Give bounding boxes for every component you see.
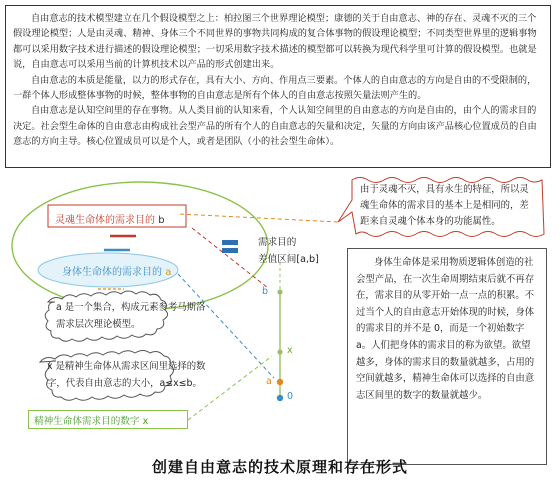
intro-paragraph-2: 自由意志的本质是能量，以力的形式存在，具有大小、方向、作用点三要素。个体人的自由意志的方向是自由的不受限制的，一群个体人形成整体事物的时候，整体事物的自由意志是所有个体人的自由意志按照矢量法则产生的。 [13,74,537,102]
soul-note: 由于灵魂不灭，具有永生的特征，所以灵魂生命体的需求目的基本上是相同的，差距来自灵魂个体本身的功能属性。 [360,184,529,227]
body-demand-label [62,263,171,278]
body-var-a: a [165,267,172,278]
axis-label-x: x [287,345,293,356]
soul-to-b-connector [192,228,268,288]
set-note: a 是一个集合，构成元素参考马斯洛需求层次理论模型。 [56,302,206,330]
interval-legend-bar-bottom [222,248,238,253]
intro-paragraph-1: 自由意志的技术模型建立在几个假设模型之上：柏拉图三个世界理论模型；康德的关于自由意志、神的存在、灵魂不灭的三个假设理论模型；人是由灵魂、精神、身体三个不同世界的事物共同构成的复合体事物的假设理论模型；不同类型世界里的逻辑事物都可以采用数字技术进行描述的假设理论模型；一切采用数字技术描述的模型都可以转换为现代科学里可计算的假设模型。也就是说，自由意志可以采用当前的计算机技术以产品的形式创建出来。 [13,13,537,71]
spirit-demand-text: 精神生命体需求目的数字 [34,416,140,427]
soul-demand-text: 灵魂生命体的需求目的 [55,215,155,226]
interval-label-line1: 需求目的 [258,237,297,248]
soul-connector [180,214,338,222]
x-note: x 是精神生命体从需求区间里选择的数字，代表自由意志的大小，a≤x≤b。 [47,361,206,389]
intro-paragraph-3: 自由意志是认知空间里的存在事物。从人类目前的认知来看，个人认知空间里的自由意志的方向是自由的，由个人的需求目的决定。社会型生命体的自由意志由构成社会型产品的所有个人的自由意志的矢量和决定，矢量的方向由该产品核心位置成员的自由意志的方向主导。核心位置成员可以是个人，或者是团队（小的社会型生命体）。 [13,105,537,148]
interval-legend-bar-top [222,240,238,245]
interval-label-line2: 差值区间[a,b] [258,254,319,265]
body-lifeform-text-box: 身体生命体是采用物质逻辑体创造的社会型产品，在一次生命周期结束后就不再存在，需求目的从零开始一点一点的积累。不过当个人的自由意志开始体现的时候，身体的需求目的并不是 0，而是一个初始数字 a。人们把身体的需求目的称为欲望。欲望越多，身体的需求目的数量就越多，占用的空间就越多，精神生命体可以选择的自由意志区间里的数字的数量就越少。 [347,248,547,465]
soul-ellipse [12,182,268,310]
soul-demand-label [55,211,165,226]
interval-label [258,234,319,268]
figure-caption: 创建自由意志的技术原理和存在形式 [151,458,408,476]
axis-label-zero: 0 [287,391,294,402]
soul-var-b: b [158,215,165,226]
axis-point-x [277,349,282,354]
axis-label-b: b [262,286,269,297]
axis-point-zero [277,395,283,401]
body-demand-text: 身体生命体的需求目的 [62,267,162,278]
spirit-var-x: x [142,416,149,427]
axis-label-a: a [266,376,272,387]
axis-point-b [277,289,282,294]
spirit-demand-box [28,410,188,429]
axis-point-a [277,379,283,385]
